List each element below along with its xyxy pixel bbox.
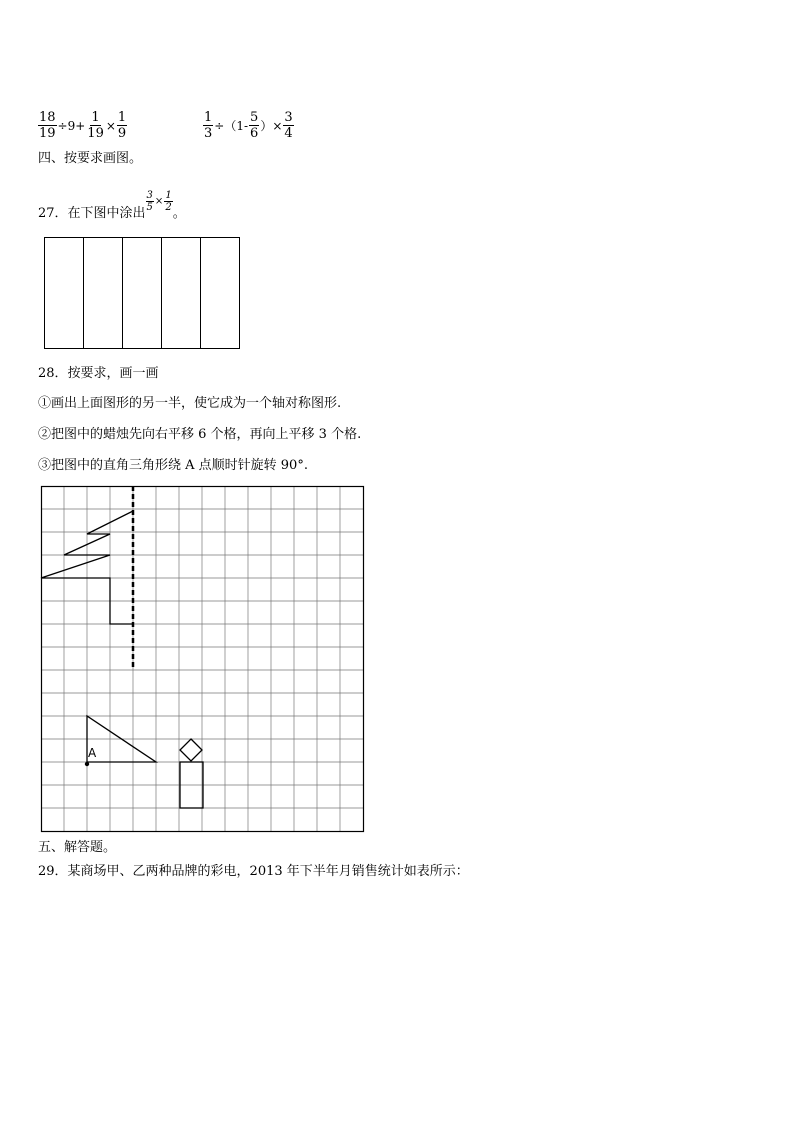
fraction: $\frac{5}{6}$ xyxy=(250,110,259,141)
point-a xyxy=(85,762,89,766)
fraction: $\frac{1}{3}$ xyxy=(204,110,213,141)
fraction: $\frac{1}{9}$ xyxy=(117,110,127,141)
section-5-title: 五、解答题。 xyxy=(38,840,117,855)
question-28-title: 28．按要求，画一画 xyxy=(38,366,159,381)
question-27: 27．在下图中涂出 $\frac{3}{5}$ × $\frac{1}{2}$ 。 xyxy=(38,189,186,221)
fraction: $\frac{1}{19}$ xyxy=(87,110,104,141)
expression-2: $\frac{1}{3}$ ÷（1- $\frac{5}{6}$ ）× $\frac{3}{4}$ xyxy=(204,110,293,141)
rectangle-outline xyxy=(45,238,240,349)
drawing-grid xyxy=(41,486,366,834)
expression-1: $\frac{18}{19}$ ÷9+ $\frac{1}{19}$ × $\frac{1}{9}$ xyxy=(39,110,127,141)
question-28-item-2: ②把图中的蜡烛先向右平移 6 个格，再向上平移 3 个格. xyxy=(38,427,362,442)
question-28-item-1: ①画出上面图形的另一半，使它成为一个轴对称图形. xyxy=(38,396,342,411)
candle-flame xyxy=(180,739,202,761)
section-4-title: 四、按要求画图。 xyxy=(38,151,143,166)
fraction: $\frac{3}{4}$ xyxy=(284,110,293,141)
fraction: $\frac{18}{19}$ xyxy=(39,110,56,141)
fraction: $\frac{3}{5}$ xyxy=(146,189,153,213)
point-a-label: A xyxy=(88,746,97,760)
question-28-item-3: ③把图中的直角三角形绕 A 点顺时针旋转 90°. xyxy=(38,458,308,473)
question-29: 29．某商场甲、乙两种品牌的彩电，2013 年下半年月销售统计如表所示： xyxy=(38,864,469,879)
fraction: $\frac{1}{2}$ xyxy=(165,189,172,213)
fraction-rectangle xyxy=(44,237,241,350)
grid-lines xyxy=(41,486,363,831)
